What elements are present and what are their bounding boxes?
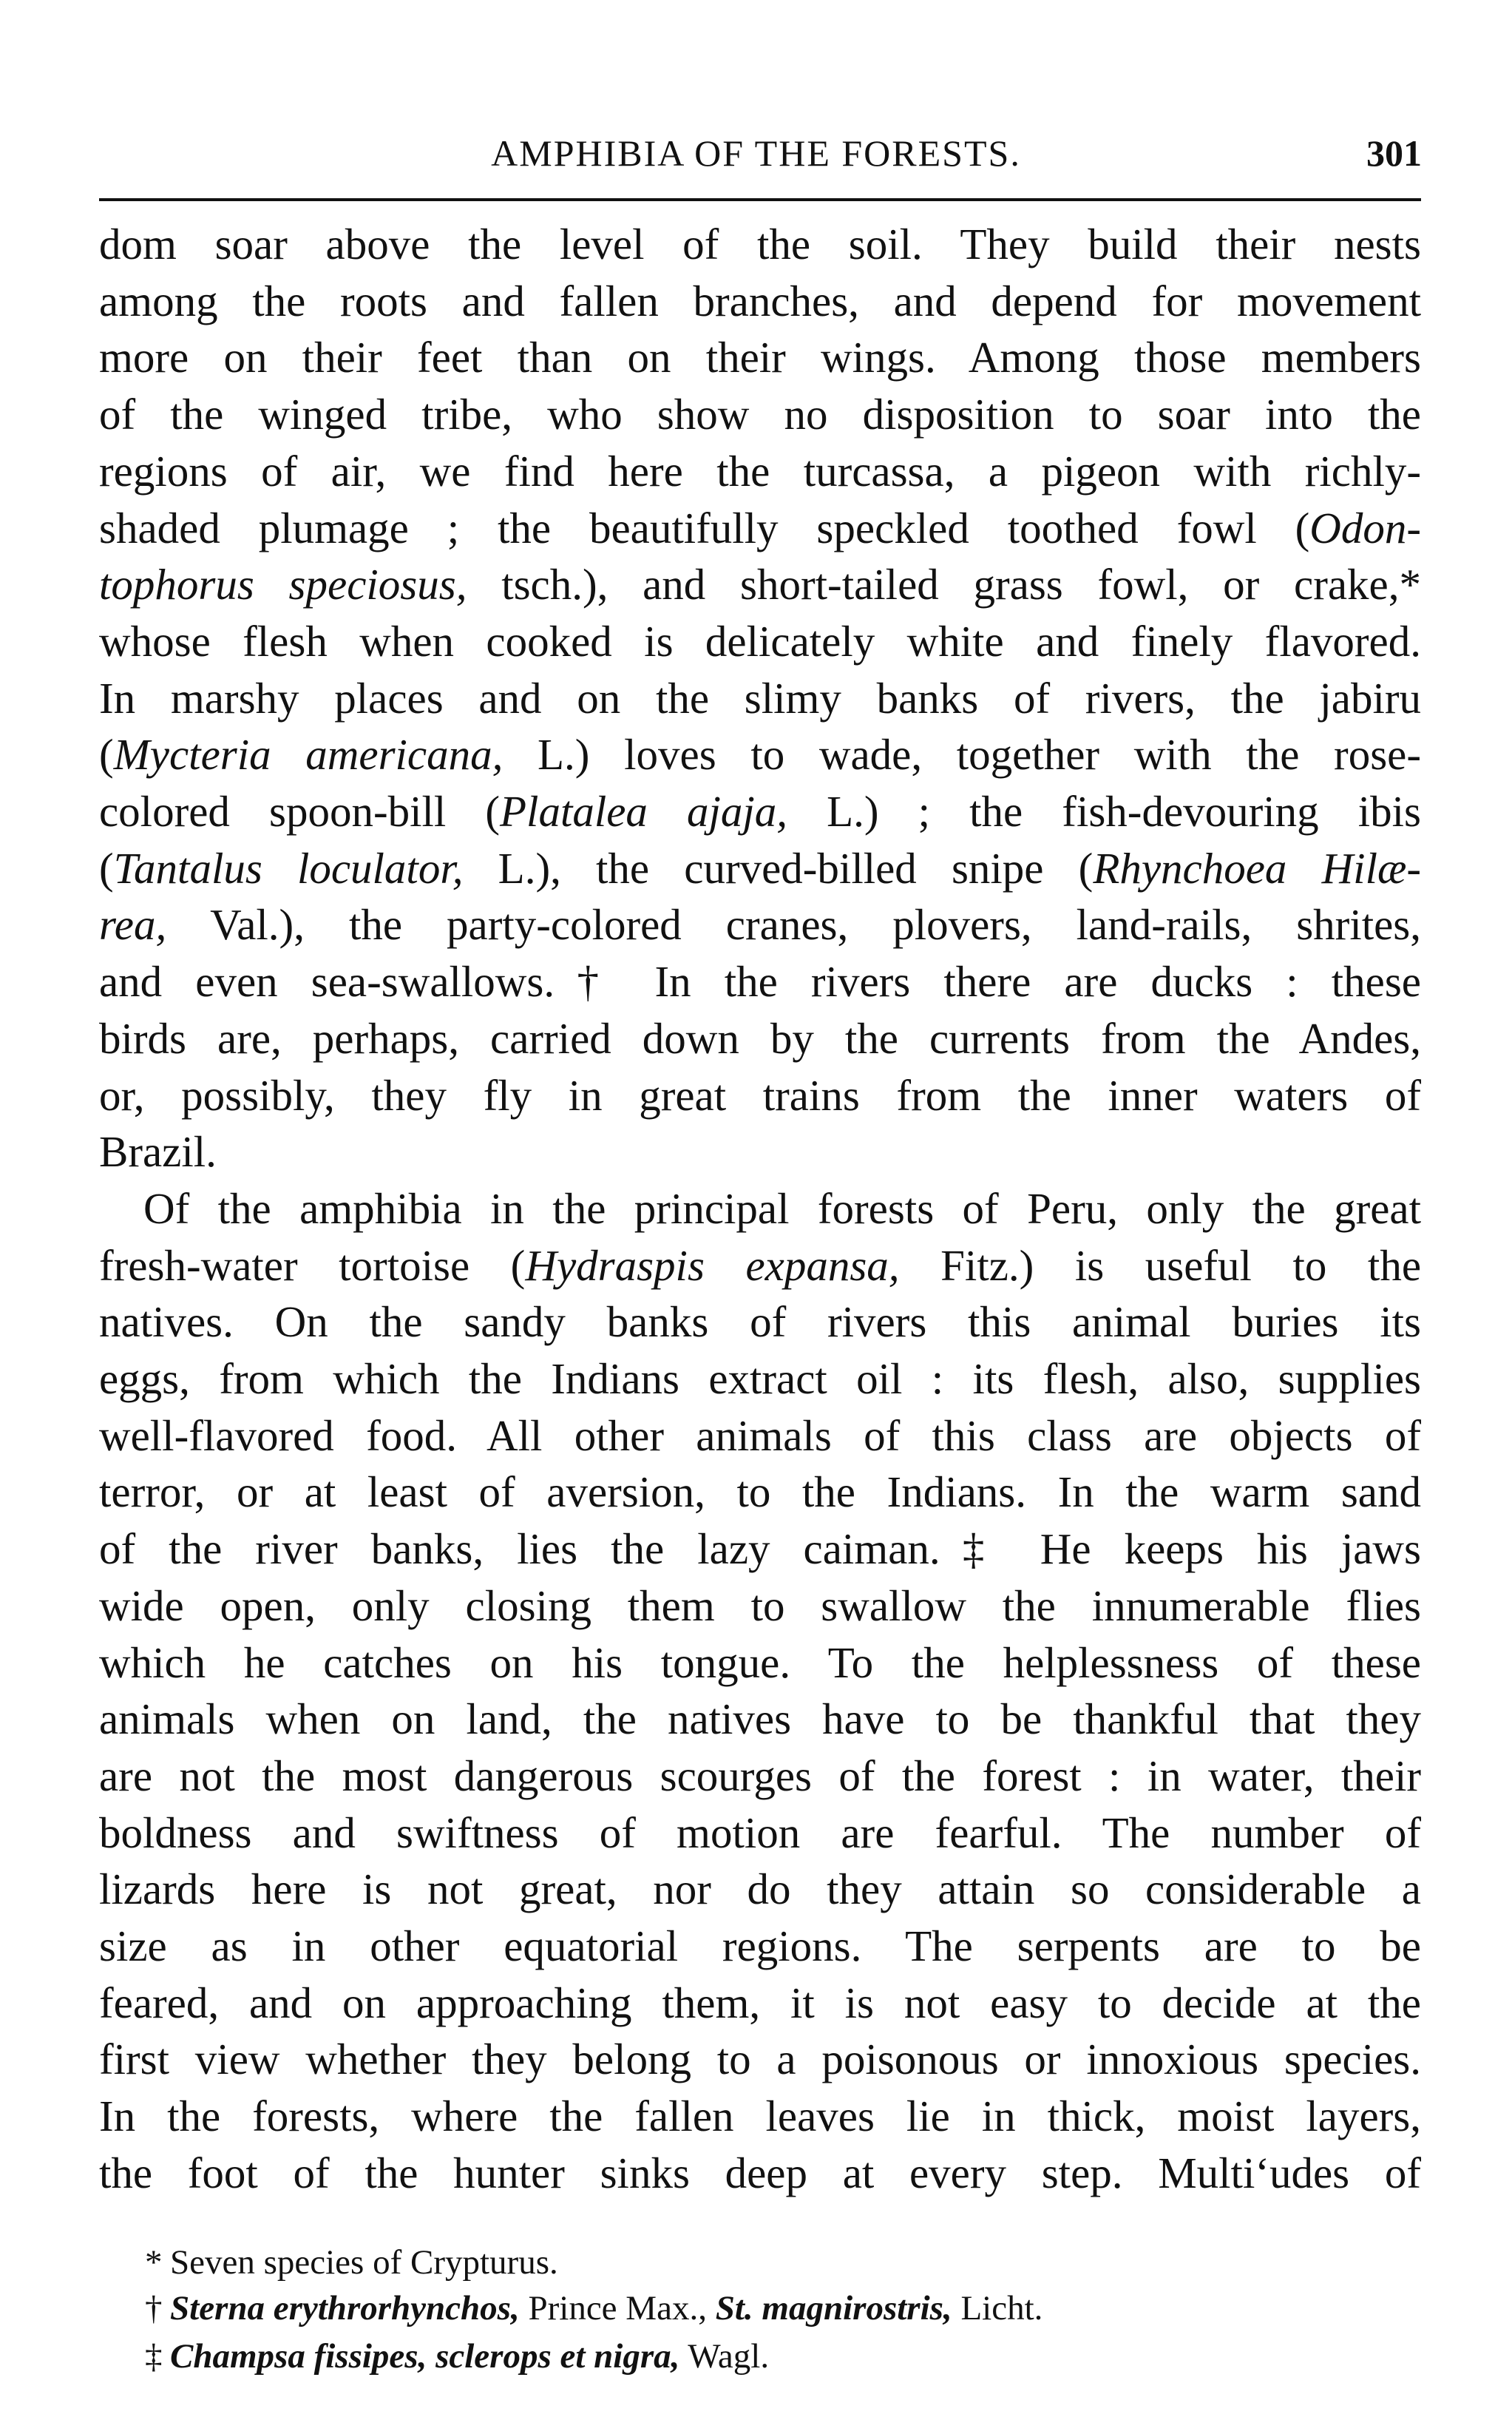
text-segment: animals when on land, the natives have to be thankful that they [99, 1694, 1421, 1744]
text-segment: Prince Max., [519, 2289, 716, 2327]
footnote-marker: * [145, 2243, 163, 2282]
italic-text: Hydraspis expansa, [525, 1240, 900, 1290]
text-segment: In marshy places and on the slimy banks of rivers, the jabiru [99, 673, 1421, 723]
text-line [99, 1578, 1421, 1635]
text-line [99, 1691, 1421, 1748]
text-line [99, 1635, 1421, 1691]
text-segment: L.) ; the fish-devouring ibis [787, 787, 1421, 836]
text-segment: eggs, from which the Indians extract oil : its flesh, also, supplies [99, 1354, 1421, 1403]
text-line [99, 1521, 1421, 1578]
text-line [99, 953, 1421, 1010]
footnote-marker: † [145, 2289, 163, 2327]
text-line [99, 1464, 1421, 1521]
text-segment: more on their feet than on their wings. Among those members [99, 333, 1421, 382]
text-line [99, 273, 1421, 330]
text-line [99, 896, 1421, 953]
text-line [99, 1975, 1421, 2032]
text-segment: Wagl. [679, 2337, 770, 2376]
text-segment: colored spoon-bill ( [99, 787, 501, 836]
text-segment: tsch.), and short-tailed grass fowl, or crake,* [467, 560, 1421, 609]
text-segment: well-flavored food. All other animals of this class are objects of [99, 1410, 1421, 1460]
italic-text: Odon- [1309, 503, 1421, 552]
text-line [99, 1237, 1421, 1294]
text-line [99, 1918, 1421, 1975]
text-segment: or, possibly, they fly in great trains from the inner waters of [99, 1070, 1421, 1120]
text-line [99, 443, 1421, 500]
text-line [99, 556, 1421, 613]
text-line [99, 329, 1421, 386]
footnote [145, 2333, 769, 2379]
text-line [99, 726, 1421, 783]
text-segment: ( [99, 730, 114, 780]
italic-text: Tantalus loculator, [113, 843, 464, 893]
text-line [99, 2031, 1421, 2088]
text-line [99, 2088, 1421, 2145]
text-segment: In the forests, where the fallen leaves lie in thick, moist layers, [99, 2092, 1421, 2141]
text-line [99, 1350, 1421, 1407]
text-line [99, 1294, 1421, 1350]
text-segment: feared, and on approaching them, it is not easy to decide at the [99, 1978, 1421, 2027]
text-segment: which he catches on his tongue. To the helplessness of these [99, 1637, 1421, 1687]
italic-text: Platalea ajaja, [500, 787, 788, 836]
text-segment: Seven species of Crypturus. [170, 2243, 558, 2282]
header-rule [99, 198, 1421, 201]
italic-text: St. magnirostris, [715, 2289, 952, 2327]
text-line [99, 1805, 1421, 1862]
text-line [99, 1123, 1421, 1180]
text-segment: of the river banks, lies the lazy caiman.‡ He keeps his jaws [99, 1524, 1421, 1574]
footnote-marker: ‡ [145, 2337, 163, 2376]
text-line [99, 670, 1421, 727]
text-segment: fresh-water tortoise ( [99, 1240, 526, 1290]
text-segment: Val.), the party-colored cranes, plovers, land-rails, shrites, [166, 900, 1421, 950]
text-line [99, 2145, 1421, 2202]
italic-text: Mycteria americana, [113, 730, 504, 780]
text-segment: ( [99, 843, 114, 893]
text-line [99, 1861, 1421, 1918]
italic-text: tophorus speciosus, [99, 560, 467, 609]
italic-text: Champsa fissipes, sclerops et nigra, [170, 2337, 680, 2376]
italic-text: rea, [99, 900, 167, 950]
text-segment: Of the amphibia in the principal forests of Peru, only the great [143, 1183, 1421, 1233]
text-segment: and even sea-swallows.† In the rivers there are ducks : these [99, 957, 1421, 1007]
italic-text: Rhynchoea Hilæ- [1093, 843, 1421, 893]
text-line [99, 1407, 1421, 1464]
text-segment: Licht. [952, 2289, 1043, 2327]
text-line [99, 500, 1421, 557]
text-segment: birds are, perhaps, carried down by the currents from the Andes, [99, 1013, 1421, 1063]
text-segment: among the roots and fallen branches, and depend for movement [99, 276, 1421, 325]
text-segment: wide open, only closing them to swallow the innumerable flies [99, 1581, 1421, 1630]
text-segment: lizards here is not great, nor do they attain so considerable a [99, 1865, 1421, 1914]
italic-text: Sterna erythrorhynchos, [170, 2289, 520, 2327]
text-line [99, 386, 1421, 443]
text-segment: natives. On the sandy banks of rivers this animal buries its [99, 1297, 1421, 1347]
footnote [145, 2285, 1043, 2331]
text-line [99, 783, 1421, 840]
text-segment: L.) loves to wade, together with the rose- [503, 730, 1421, 780]
text-segment: first view whether they belong to a poisonous or innoxious species. [99, 2035, 1421, 2084]
text-segment: dom soar above the level of the soil. They build their nests [99, 220, 1421, 268]
text-segment: size as in other equatorial regions. The serpents are to be [99, 1921, 1421, 1970]
text-segment: Fitz.) is useful to the [899, 1240, 1422, 1290]
footnote [145, 2239, 558, 2285]
text-segment: L.), the curved-billed snipe ( [463, 843, 1094, 893]
text-line [99, 840, 1421, 897]
text-segment: Brazil. [99, 1127, 217, 1177]
text-segment: whose flesh when cooked is delicately white and finely flavored. [99, 616, 1421, 666]
text-segment: of the winged tribe, who show no disposition to soar into the [99, 390, 1421, 439]
text-line [99, 613, 1421, 670]
text-segment: regions of air, we find here the turcassa, a pigeon with richly- [99, 446, 1421, 496]
page-number: 301 [1366, 132, 1422, 174]
running-head: AMPHIBIA OF THE FORESTS. [491, 132, 1021, 174]
text-line [99, 1067, 1421, 1124]
text-line [99, 1010, 1421, 1067]
text-line [99, 1748, 1421, 1805]
text-line [99, 1180, 1421, 1237]
text-segment: terror, or at least of aversion, to the Indians. In the warm sand [99, 1467, 1421, 1517]
text-line [99, 216, 1421, 273]
text-segment: shaded plumage ; the beautifully speckled toothed fowl ( [99, 503, 1310, 552]
text-segment: the foot of the hunter sinks deep at every step. Multi‘udes of [99, 2148, 1421, 2197]
text-segment: are not the most dangerous scourges of the forest : in water, their [99, 1751, 1421, 1800]
text-segment: boldness and swiftness of motion are fearful. The number of [99, 1808, 1421, 1857]
